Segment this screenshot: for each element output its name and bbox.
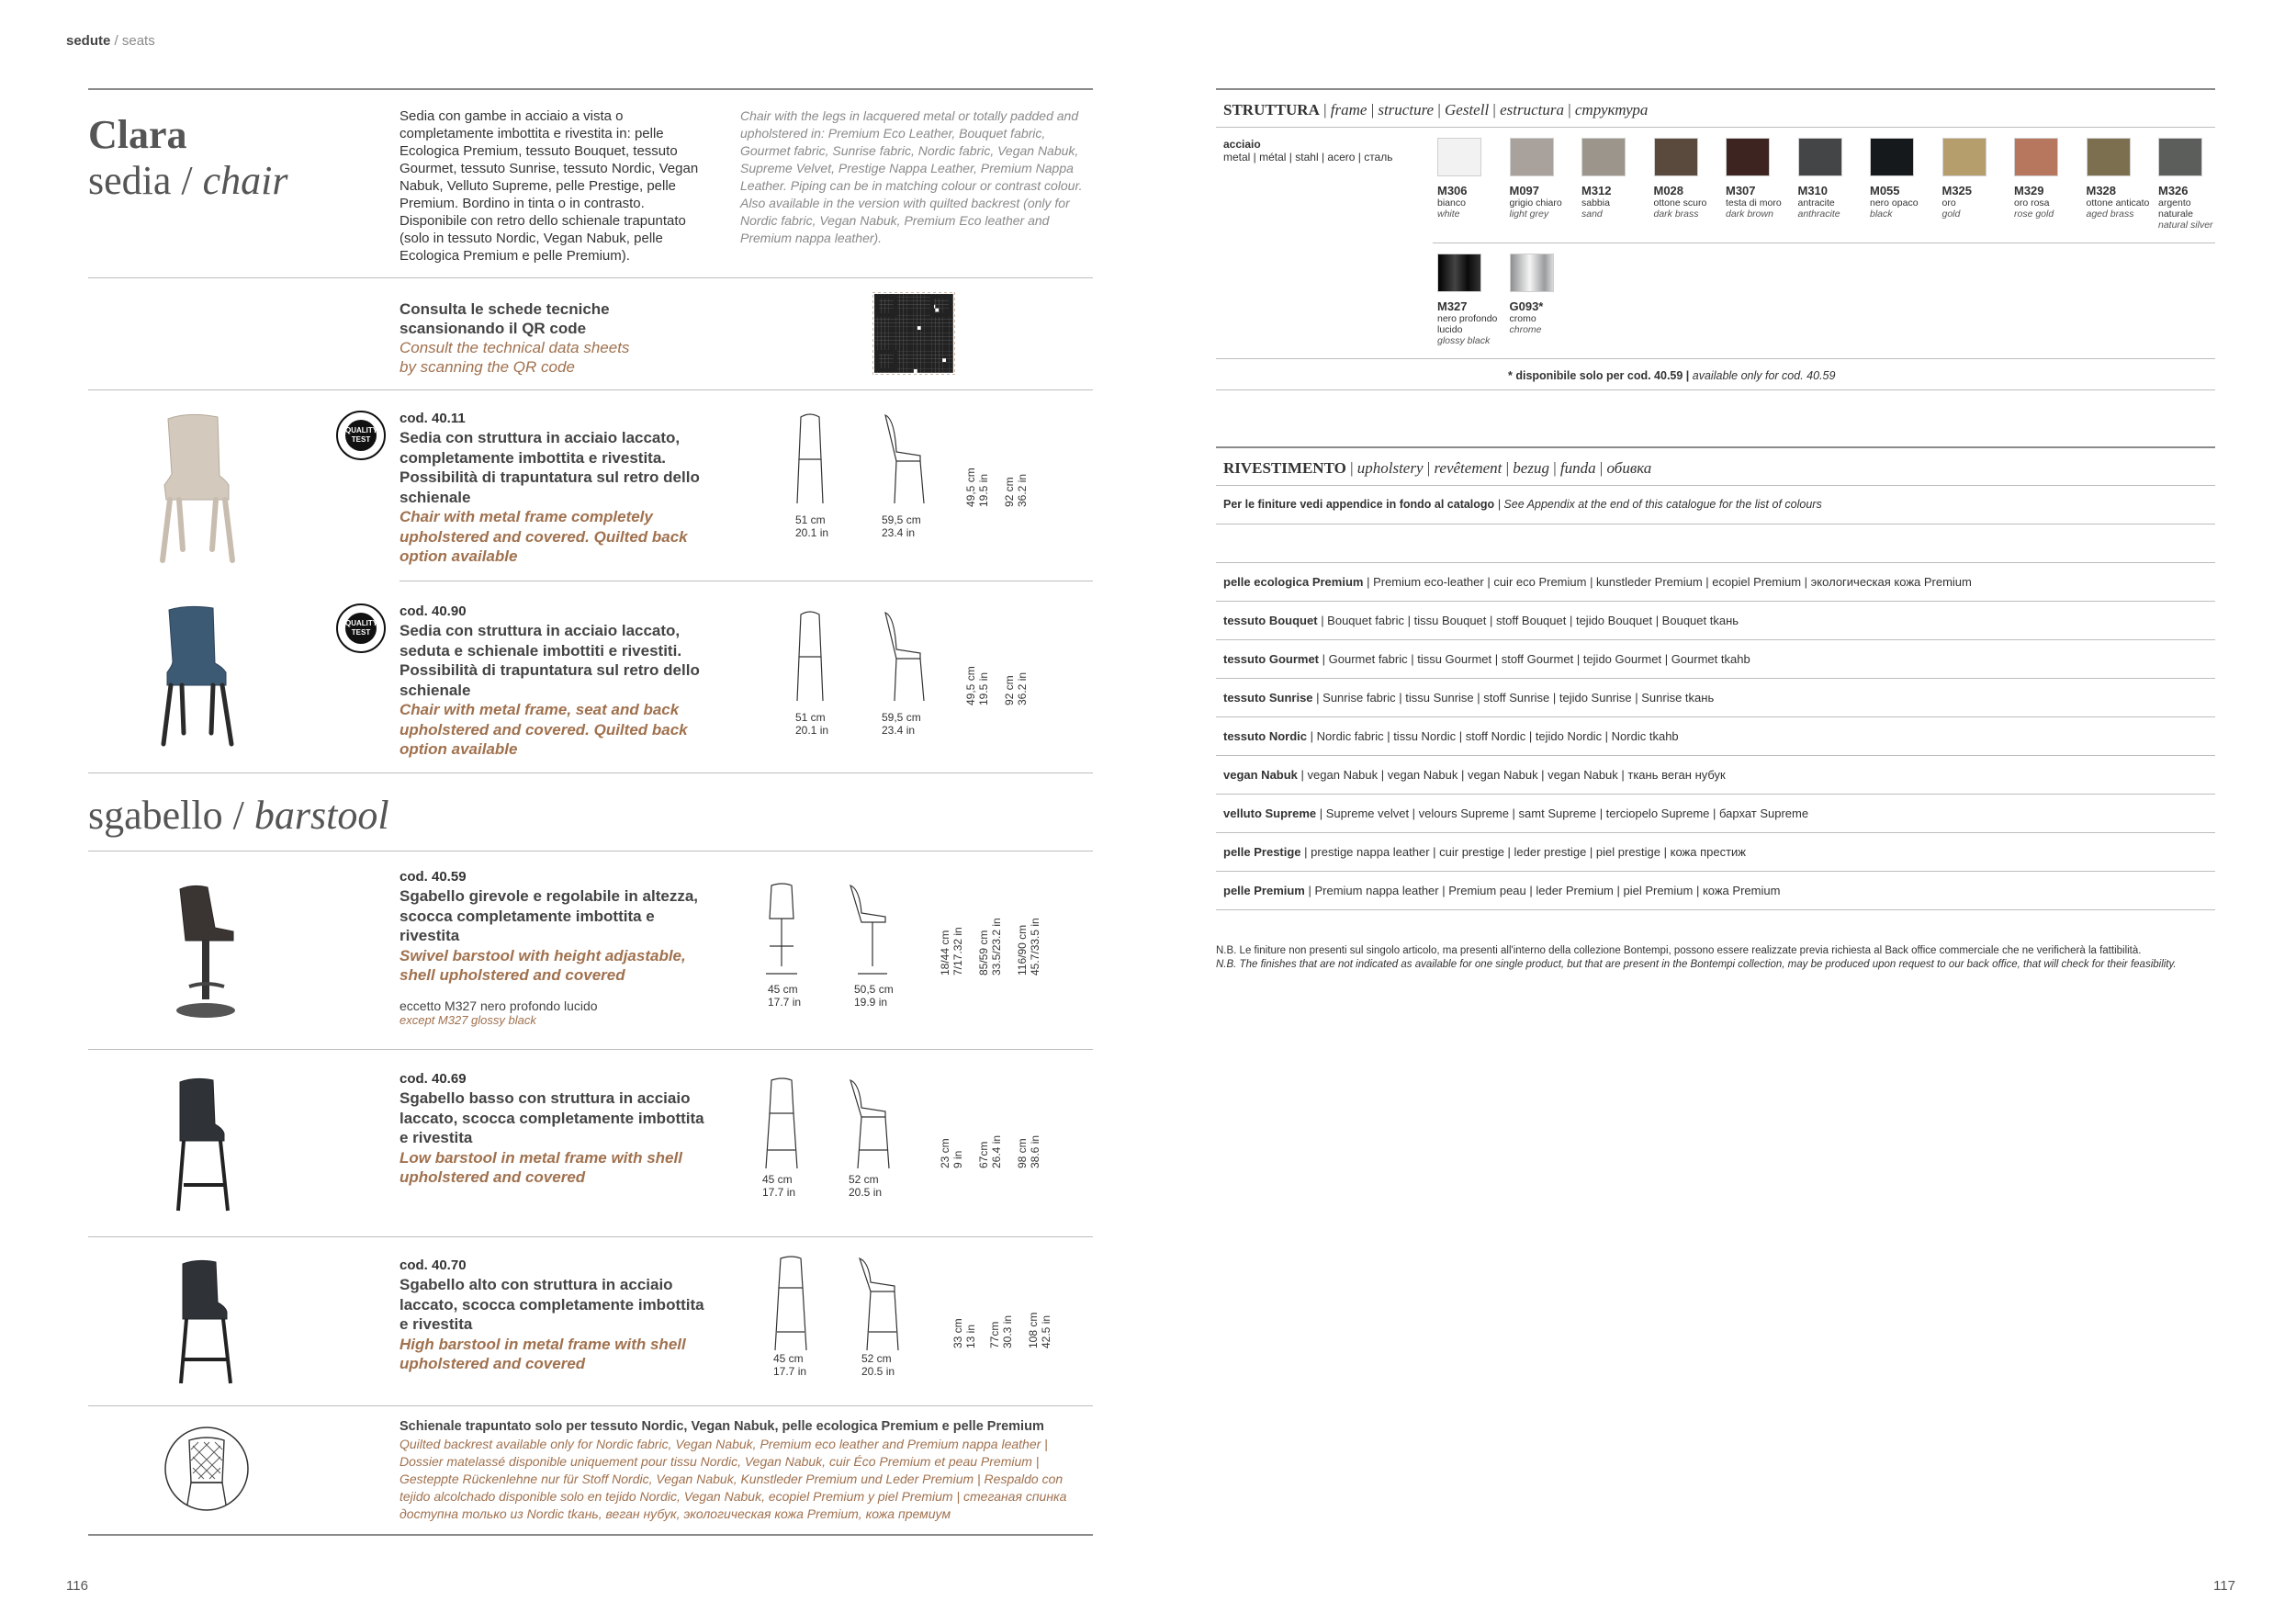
- swatch-name-en: dark brown: [1726, 209, 1773, 220]
- divider: [1216, 389, 2215, 390]
- chair-drawing-40-11: [792, 412, 957, 503]
- divider: [88, 1049, 1093, 1050]
- stool-photo-40-70: [170, 1258, 253, 1387]
- upholstery-name: pelle Prestige: [1223, 845, 1301, 859]
- upholstery-name: tessuto Bouquet: [1223, 614, 1318, 627]
- section-breadcrumb: sedute / seats: [66, 33, 155, 49]
- dimension-depth: 52 cm 20.5 in: [849, 1173, 883, 1199]
- finish-swatch: [1654, 138, 1722, 220]
- dimension-total-height: 108 cm 42.5 in: [1027, 1312, 1052, 1348]
- dimension-depth: 59,5 cm 23.4 in: [882, 513, 921, 539]
- heading-translation: структура: [1574, 101, 1649, 118]
- upholstery-name: vegan Nabuk: [1223, 768, 1298, 782]
- dimension-depth: 59,5 cm 23.4 in: [882, 711, 921, 737]
- dimension-mid-height: 67cm 26.4 in: [977, 1134, 1003, 1168]
- quilted-backrest-icon: [163, 1426, 250, 1512]
- chair-photo-40-90: [156, 604, 239, 751]
- upholstery-name: tessuto Nordic: [1223, 729, 1308, 743]
- dimension-seat-height: 49,5 cm 19.5 in: [964, 468, 990, 507]
- upholstery-row: [1223, 845, 1746, 859]
- swatch-name-it: sabbia: [1581, 197, 1610, 209]
- divider: [88, 277, 1093, 278]
- chair-drawing-40-90: [792, 609, 957, 701]
- dimension-width: 51 cm 20.1 in: [795, 711, 829, 737]
- chair-item-40-90: [400, 603, 712, 760]
- swatch-name-en: rose gold: [2014, 209, 2054, 220]
- divider: [1216, 755, 2215, 756]
- swatch-name-en: gold: [1941, 209, 1961, 220]
- bottom-rule-left: [88, 1534, 1093, 1536]
- swatch-chip: [1437, 254, 1481, 292]
- dimension-seat-height: 23 cm 9 in: [939, 1138, 964, 1168]
- product-subtitle-it: sedia /: [88, 158, 193, 203]
- heading-translation: estructura: [1500, 101, 1564, 118]
- swatch-name-it: grigio chiaro: [1509, 197, 1562, 209]
- divider: [1433, 242, 2215, 243]
- top-rule-left: [88, 88, 1093, 90]
- nb-note: N.B. Le finiture non presenti sul singolo articolo, ma presenti all'interno della collezione Bontempi, possono essere realizzate previa richiesta al Back office commerciale che ne verificherà la fattibilità. N.B. The finishes that are not indicated as available for one single product, but that are present in the Bontempi collection, may be produced upon request to our back office, that will check for their feasibility.: [1216, 945, 2177, 970]
- finish-swatch: [1437, 254, 1505, 346]
- swatch-name-en: white: [1437, 209, 1460, 220]
- stool-drawing-40-59: [759, 882, 942, 983]
- swatch-code: M307: [1726, 184, 1756, 197]
- finish-swatch: [1942, 138, 2010, 220]
- swatch-chip: [2158, 138, 2202, 176]
- barstool-section-title: sgabello / barstool: [88, 793, 389, 838]
- swatch-name-it: nero opaco: [1870, 197, 1919, 209]
- swatch-name-it: argento naturale: [2158, 197, 2193, 220]
- dimension-seat-height: 49,5 cm 19.5 in: [964, 666, 990, 705]
- product-subtitle-en: chair: [202, 158, 288, 203]
- swatch-name-it: testa di moro: [1726, 197, 1782, 209]
- swatch-name-it: bianco: [1437, 197, 1466, 209]
- swatch-name-it: cromo: [1509, 313, 1536, 324]
- dimension-depth: 50,5 cm 19.9 in: [854, 983, 894, 1009]
- finish-swatch: [1581, 138, 1649, 220]
- swatch-name-en: glossy black: [1437, 335, 1491, 346]
- finishes-note: Per le finiture vedi appendice in fondo al catalogo | See Appendix at the end of this catalogue for the list of colours: [1223, 498, 1822, 511]
- upholstery-row: [1223, 652, 1750, 666]
- upholstery-translations: | Premium eco-leather | cuir eco Premium | kunstleder Premium | ecopiel Premium | экологическая кожа Premium: [1367, 575, 1972, 589]
- upholstery-row: [1223, 614, 1739, 627]
- divider: [1216, 794, 2215, 795]
- product-description-en: Chair with the legs in lacquered metal or totally padded and upholstered in: Premium Eco Leather, Bouquet fabric, Gourmet fabric, Sunrise fabric, Nordic fabric, Vegan Nabuk, Supreme Velvet, Prestige Nappa Leather, Premium Nappa Leather. Piping can be in matching colour or contrast colour. Also available in the version with quilted backrest (only for Nordic fabric, Vegan Nabuk, Premium Eco leather and Premium nappa leather).: [740, 108, 1083, 245]
- swatch-code: M328: [2086, 184, 2117, 197]
- upholstery-row: [1223, 768, 1726, 782]
- heading-translation: revêtement: [1434, 459, 1503, 477]
- upholstery-translations: | vegan Nabuk | vegan Nabuk | vegan Nabuk | vegan Nabuk | ткань веган нубук: [1300, 768, 1726, 782]
- upholstery-translations: | Bouquet fabric | tissu Bouquet | stoff Bouquet | tejido Bouquet | Bouquet tkaнь: [1321, 614, 1739, 627]
- stool-photo-40-59: [165, 884, 248, 1021]
- dimension-width: 45 cm 17.7 in: [768, 983, 802, 1009]
- divider: [1216, 871, 2215, 872]
- upholstery-row: [1223, 729, 1679, 743]
- swatch-chip: [1798, 138, 1842, 176]
- swatch-chip: [1942, 138, 1986, 176]
- divider: [1216, 639, 2215, 640]
- struttura-footnote: * disponibile solo per cod. 40.59 | available only for cod. 40.59: [1508, 369, 1836, 382]
- divider: [1216, 909, 2215, 910]
- quilted-backrest-note: Schienale trapuntato solo per tessuto Nordic, Vegan Nabuk, pelle ecologica Premium e pelle Premium Quilted backrest available only for Nordic fabric, Vegan Nabuk, Premium eco leather and Premium nappa leather | Dossier matelassé disponible uniquement pour tissu Nordic, Vegan Nabuk, cuir Éco Premium et peau Premium | Gesteppte Rückenlehne nur für Stoff Nordic, Vegan Nabuk, Kunstleder Premium und Leder Premium | Respaldo con tejido alcolchado disponible solo en tejido Nordic, Vegan Nabuk, ecopiel Premium y piel Premium | стеганая спинка доступна только из Nordic tkaнь, веган нубук, экологическая кожа Premium, кожа премиум: [400, 1419, 1067, 1521]
- divider: [1216, 832, 2215, 833]
- quality-test-badge: QUALITY TEST: [336, 411, 386, 460]
- upholstery-translations: | Gourmet fabric | tissu Gourmet | stoff Gourmet | tejido Gourmet | Gourmet tkahb: [1322, 652, 1750, 666]
- divider: [88, 1405, 1093, 1406]
- chair-photo-40-11: [152, 412, 243, 568]
- rivestimento-heading: RIVESTIMENTO | upholstery | revêtement | bezug | funda | обивка: [1223, 459, 1652, 477]
- divider: [1216, 446, 2215, 448]
- product-note-it: eccetto M327 nero profondo lucido: [400, 998, 598, 1013]
- swatch-chip: [2087, 138, 2131, 176]
- swatch-name-it: nero profondo lucido: [1437, 313, 1498, 335]
- swatch-name-it: ottone anticato: [2086, 197, 2150, 209]
- upholstery-row: [1223, 884, 1780, 897]
- swatch-chip: [1870, 138, 1914, 176]
- page-number-left: 116: [66, 1578, 88, 1594]
- upholstery-translations: | prestige nappa leather | cuir prestige | leder prestige | piel prestige | кожа престиж: [1304, 845, 1746, 859]
- product-text-en: High barstool in metal frame with shell upholstered and covered: [400, 1335, 686, 1372]
- swatch-name-en: chrome: [1509, 324, 1542, 335]
- dimension-total-height: 92 cm 36.2 in: [1003, 473, 1029, 507]
- swatch-name-en: sand: [1581, 209, 1603, 220]
- chair-item-40-11: [400, 411, 712, 567]
- heading-translation: обивка: [1606, 459, 1652, 477]
- heading-translation: Gestell: [1445, 101, 1490, 118]
- swatch-name-en: natural silver: [2158, 220, 2213, 231]
- heading-translation: bezug: [1513, 459, 1549, 477]
- swatch-name-en: black: [1870, 209, 1893, 220]
- swatch-code: M310: [1797, 184, 1829, 197]
- swatch-code: M329: [2014, 184, 2044, 197]
- upholstery-row: [1223, 575, 1972, 589]
- swatch-name-it: oro rosa: [2014, 197, 2050, 209]
- divider: [1216, 562, 2215, 563]
- swatch-name-en: dark brass: [1653, 209, 1699, 220]
- struttura-heading: STRUTTURA | frame | structure | Gestell | estructura | структура: [1223, 101, 1649, 118]
- product-text-en: Low barstool in metal frame with shell upholstered and covered: [400, 1148, 682, 1186]
- stool-item-40-70: [400, 1257, 712, 1374]
- heading-translation: structure: [1378, 101, 1435, 118]
- product-text-it: Sedia con struttura in acciaio laccato, seduta e schienale imbottiti e rivestiti. Possibilità di trapuntatura sul retro dello schienale: [400, 622, 700, 699]
- product-title: [88, 112, 288, 204]
- finish-swatch: [1870, 138, 1938, 220]
- product-code: cod. 40.69: [400, 1071, 467, 1087]
- dimension-width: 51 cm 20.1 in: [795, 513, 829, 539]
- heading-translation: funda: [1559, 459, 1596, 477]
- heading-translation: upholstery: [1356, 459, 1424, 477]
- product-code: cod. 40.59: [400, 869, 467, 885]
- upholstery-name: tessuto Gourmet: [1223, 652, 1320, 666]
- swatch-code: M326: [2158, 184, 2189, 197]
- product-note-en: except M327 glossy black: [400, 1012, 536, 1027]
- swatch-chip: [1510, 138, 1554, 176]
- upholstery-name: pelle ecologica Premium: [1223, 575, 1364, 589]
- swatch-chip: [2014, 138, 2058, 176]
- stool-drawing-40-69: [759, 1077, 942, 1172]
- top-rule-right: [1216, 88, 2215, 90]
- divider: [88, 1236, 1093, 1237]
- swatch-code: G093*: [1509, 299, 1544, 313]
- heading-translation: frame: [1330, 101, 1367, 118]
- swatch-code: M097: [1509, 184, 1540, 197]
- dimension-depth: 52 cm 20.5 in: [861, 1352, 895, 1378]
- finish-swatch: [1437, 138, 1505, 220]
- divider: [88, 389, 1093, 390]
- dimension-seat-height: 18/44 cm 7/17.32 in: [939, 927, 964, 976]
- finish-swatch: [2158, 138, 2226, 231]
- swatch-chip: [1726, 138, 1770, 176]
- divider: [1216, 716, 2215, 717]
- product-text-it: Sgabello alto con struttura in acciaio laccato, scocca completamente imbottita e rivestita: [400, 1276, 704, 1333]
- swatch-code: M312: [1581, 184, 1612, 197]
- upholstery-name: pelle Premium: [1223, 884, 1305, 897]
- product-text-it: Sgabello girevole e regolabile in altezza, scocca completamente imbottita e rivestita: [400, 887, 698, 944]
- divider: [1216, 601, 2215, 602]
- quality-test-badge: QUALITY TEST: [336, 603, 386, 653]
- finish-swatch: [2014, 138, 2082, 220]
- upholstery-row: [1223, 691, 1714, 705]
- swatch-chip: [1510, 254, 1554, 292]
- qr-code[interactable]: [872, 292, 955, 375]
- finish-swatch: [1726, 138, 1794, 220]
- swatch-chip: [1437, 138, 1481, 176]
- finish-swatch: [1510, 254, 1578, 335]
- divider: [1216, 358, 2215, 359]
- swatch-code: M028: [1653, 184, 1684, 197]
- divider: [1216, 678, 2215, 679]
- product-name: Clara: [88, 112, 187, 157]
- dimension-total-height: 98 cm 38.6 in: [1016, 1134, 1041, 1168]
- swatch-code: M055: [1870, 184, 1900, 197]
- swatch-name-it: oro: [1941, 197, 1956, 209]
- dimension-width: 45 cm 17.7 in: [762, 1173, 796, 1199]
- swatch-chip: [1654, 138, 1698, 176]
- qr-text: Consulta le schede tecniche scansionando il QR code Consult the technical data sheets by scanning the QR code: [400, 300, 630, 376]
- dimension-total-height: 116/90 cm 45.7/33.5 in: [1016, 918, 1041, 976]
- stool-item-40-59: [400, 869, 712, 1027]
- product-description-it: Sedia con gambe in acciaio a vista o completamente imbottita e rivestita in: pelle Ecologica Premium, tessuto Bouquet, tessuto Gourmet, tessuto Sunrise, tessuto Nordic, Vegan Nabuk, Velluto Supreme, pelle Prestige, pelle Premium. Bordino in tinta o in contrasto. Disponibile con retro dello schienale trapuntato (solo in tessuto Nordic, Vegan Nabuk, pelle Ecologica Premium e pelle Premium).: [400, 108, 699, 264]
- swatch-name-it: ottone scuro: [1653, 197, 1707, 209]
- dimension-mid-height: 85/59 cm 33.5/23.2 in: [977, 918, 1003, 976]
- upholstery-name: tessuto Sunrise: [1223, 691, 1313, 705]
- swatch-code: M325: [1941, 184, 1973, 197]
- finish-swatch: [1510, 138, 1578, 220]
- product-text-en: Swivel barstool with height adjastable, shell upholstered and covered: [400, 946, 686, 984]
- stool-photo-40-69: [167, 1077, 250, 1214]
- dimension-total-height: 92 cm 36.2 in: [1003, 671, 1029, 705]
- swatch-name-en: anthracite: [1797, 209, 1840, 220]
- swatch-code: M306: [1437, 184, 1468, 197]
- dimension-mid-height: 77cm 30.3 in: [988, 1314, 1014, 1348]
- stool-item-40-69: [400, 1071, 712, 1188]
- swatch-name-en: aged brass: [2086, 209, 2134, 220]
- upholstery-translations: | Supreme velvet | velours Supreme | samt Supreme | terciopelo Supreme | бархат Supreme: [1319, 806, 1809, 820]
- finish-swatch: [2087, 138, 2155, 220]
- upholstery-row: [1223, 806, 1808, 820]
- dimension-width: 45 cm 17.7 in: [773, 1352, 807, 1378]
- product-code: cod. 40.11: [400, 411, 466, 426]
- product-code: cod. 40.90: [400, 603, 467, 619]
- swatch-chip: [1581, 138, 1626, 176]
- finish-swatch: [1798, 138, 1866, 220]
- stool-drawing-40-70: [768, 1255, 951, 1352]
- page-number-right: 117: [2213, 1578, 2235, 1594]
- material-label: acciaio metal | métal | stahl | acero | сталь: [1223, 138, 1393, 164]
- swatch-name-en: light grey: [1509, 209, 1549, 220]
- product-text-en: Chair with metal frame completely upholstered and covered. Quilted back option available: [400, 508, 688, 565]
- divider: [1216, 127, 2215, 128]
- dimension-seat-height: 33 cm 13 in: [951, 1318, 977, 1348]
- swatch-code: M327: [1437, 299, 1468, 313]
- product-text-en: Chair with metal frame, seat and back upholstered and covered. Quilted back option available: [400, 701, 688, 758]
- upholstery-translations: | Nordic fabric | tissu Nordic | stoff Nordic | tejido Nordic | Nordic tkahb: [1310, 729, 1679, 743]
- product-code: cod. 40.70: [400, 1257, 467, 1273]
- upholstery-translations: | Sunrise fabric | tissu Sunrise | stoff Sunrise | tejido Sunrise | Sunrise tkaнь: [1316, 691, 1715, 705]
- product-text-it: Sgabello basso con struttura in acciaio laccato, scocca completamente imbottita e rivestita: [400, 1089, 704, 1146]
- swatch-name-it: antracite: [1797, 197, 1835, 209]
- upholstery-translations: | Premium nappa leather | Premium peau | leder Premium | piel Premium | кожа Premium: [1308, 884, 1781, 897]
- upholstery-name: velluto Supreme: [1223, 806, 1317, 820]
- divider: [1216, 485, 2215, 486]
- product-text-it: Sedia con struttura in acciaio laccato, completamente imbottita e rivestita. Possibilità di trapuntatura sul retro dello schienale: [400, 429, 700, 506]
